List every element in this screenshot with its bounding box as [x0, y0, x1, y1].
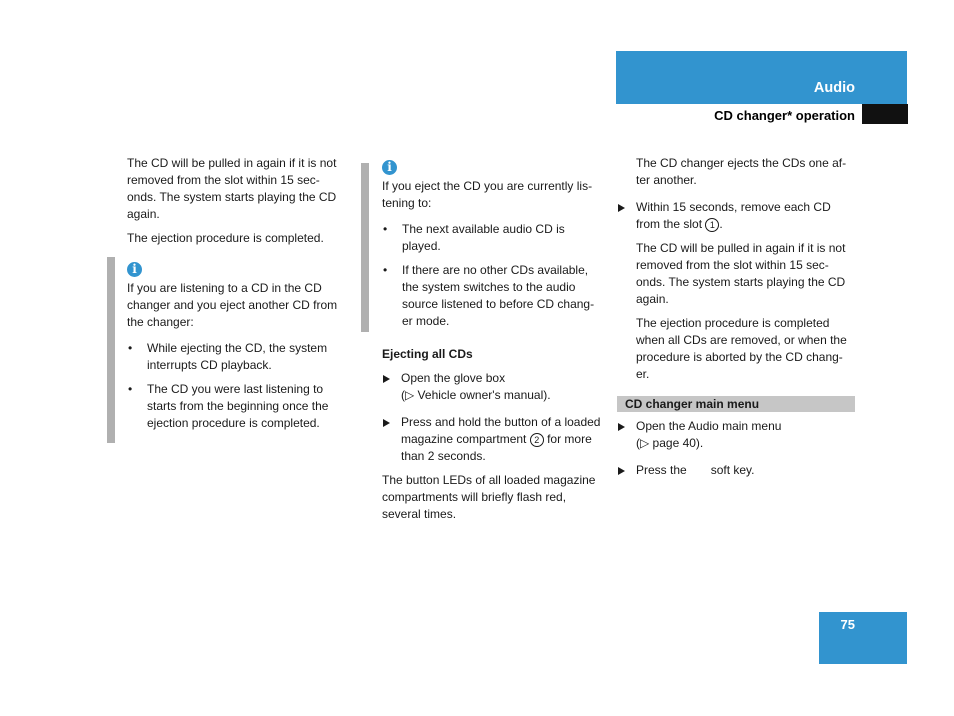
instruction-step: Open the glove box (▷ Vehicle owner's manual).: [382, 370, 604, 404]
arrow-bullet-icon: [618, 467, 625, 475]
section-header-box: [616, 51, 907, 104]
paragraph: The CD will be pulled in again if it is not removed from the slot within 15 sec- onds. The system starts playing the CD again.: [636, 241, 846, 306]
instruction-step: Press and hold the button of a loaded magazine compartment 2 for more than 2 seconds.: [382, 414, 604, 465]
instruction-step: Within 15 seconds, remove each CD from the slot 1 .: [617, 199, 857, 233]
list-item: • While ejecting the CD, the system interrupts CD playback.: [127, 340, 347, 374]
info-sidebar: [107, 257, 115, 443]
section-title: Audio: [813, 80, 855, 96]
info-intro: If you eject the CD you are currently lis- tening to:: [382, 179, 593, 210]
info-note: [127, 259, 347, 432]
column-1: [127, 155, 347, 439]
info-bullet-list: [127, 340, 347, 432]
info-icon: i: [382, 160, 397, 175]
subsection-tab-marker: [862, 104, 908, 124]
column-3: [617, 155, 857, 486]
paragraph: The CD will be pulled in again if it is not removed from the slot within 15 sec- onds. The system starts playing the CD again.: [127, 156, 337, 221]
list-item: • The next available audio CD is played.: [382, 221, 604, 255]
instruction-step: Press the soft key.: [617, 462, 857, 479]
info-note: [382, 155, 604, 330]
page-number: 75: [840, 617, 855, 632]
list-item: • If there are no other CDs available, the system switches to the audio source listened to before CD chang- er mode.: [382, 262, 604, 330]
paragraph: The ejection procedure is completed when all CDs are removed, or when the procedure is aborted by the CD chang- er.: [636, 316, 847, 381]
column-2: [382, 155, 604, 530]
number-circle-icon: 1: [705, 218, 719, 232]
list-item: • The CD you were last listening to starts from the beginning once the ejection procedure is completed.: [127, 381, 347, 432]
arrow-bullet-icon: [618, 204, 625, 212]
instruction-step: Open the Audio main menu (▷ page 40).: [617, 418, 857, 452]
page-number-box: [819, 612, 907, 664]
info-intro: If you are listening to a CD in the CD changer and you eject another CD from the changer:: [127, 281, 338, 329]
step-note: The button LEDs of all loaded magazine compartments will briefly flash red, several times.: [382, 473, 596, 521]
info-sidebar: [361, 163, 369, 332]
arrow-bullet-icon: [618, 423, 625, 431]
section-heading: Ejecting all CDs: [382, 347, 473, 361]
info-icon: i: [127, 262, 142, 277]
subsection-title: CD changer* operation: [714, 108, 855, 123]
info-bullet-list: [382, 221, 604, 330]
subsection-heading-bar: CD changer main menu: [617, 396, 855, 412]
number-circle-icon: 2: [530, 433, 544, 447]
paragraph: The CD changer ejects the CDs one af- ter another.: [636, 156, 847, 187]
paragraph: The ejection procedure is completed.: [127, 231, 324, 245]
arrow-bullet-icon: [383, 375, 390, 383]
arrow-bullet-icon: [383, 419, 390, 427]
